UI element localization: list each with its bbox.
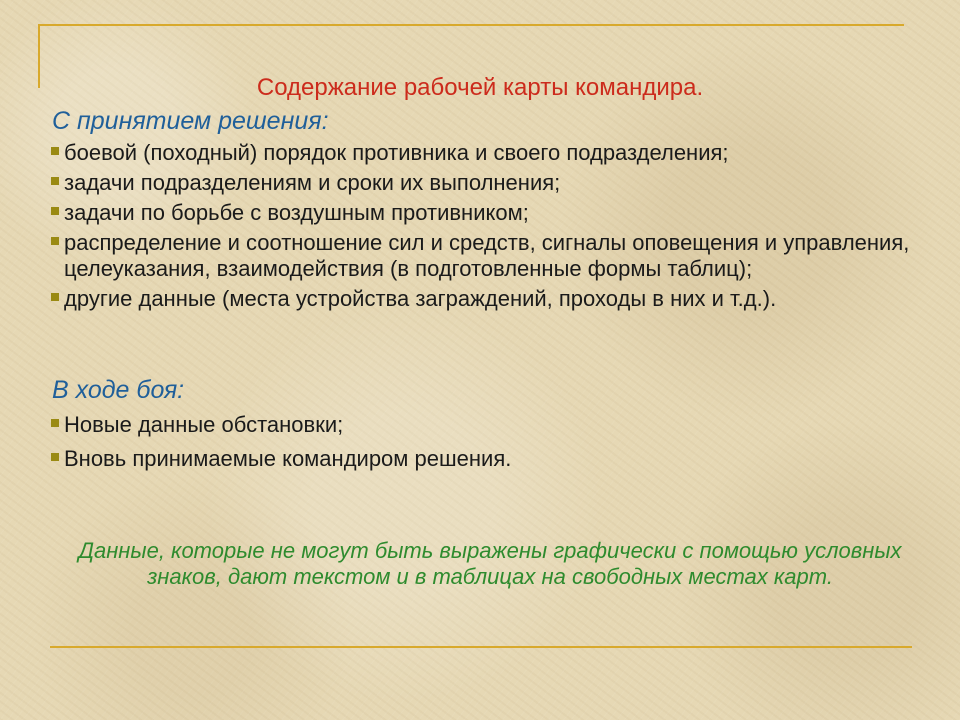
section-heading-battle: В ходе боя: — [52, 376, 185, 404]
slide-title: Содержание рабочей карты командира. — [256, 74, 704, 101]
list-item-text: Вновь принимаемые командиром решения. — [64, 446, 512, 471]
bullet-list-battle — [50, 412, 940, 472]
section-heading-decision: С принятием решения: — [52, 107, 329, 135]
list-item-text: другие данные (места устройства заграждений, проходы в них и т.д.). — [64, 286, 777, 311]
bullet-square-icon — [51, 293, 59, 301]
list-item-text: задачи подразделениям и сроки их выполнения; — [64, 170, 561, 195]
bullet-square-icon — [51, 207, 59, 215]
frame-top-line — [38, 24, 904, 26]
bullet-square-icon — [51, 419, 59, 427]
list-item-text: Новые данные обстановки; — [64, 412, 344, 437]
list-item — [50, 446, 940, 472]
list-item-text: задачи по борьбе с воздушным противником; — [64, 200, 529, 225]
list-item — [50, 230, 940, 282]
list-item — [50, 412, 940, 438]
note-text: Данные, которые не могут быть выражены графически с помощью условных знаков, дают текстом и в таблицах на свободных местах карт. — [78, 538, 902, 589]
list-item — [50, 170, 940, 196]
list-item-text: боевой (походный) порядок противника и своего подразделения; — [64, 140, 729, 165]
bullet-list-decision — [50, 140, 940, 312]
list-item — [50, 140, 940, 166]
list-item — [50, 200, 940, 226]
frame-bottom-line — [50, 646, 912, 648]
bullet-square-icon — [51, 237, 59, 245]
bullet-square-icon — [51, 147, 59, 155]
list-item — [50, 286, 940, 312]
bullet-square-icon — [51, 177, 59, 185]
bullet-square-icon — [51, 453, 59, 461]
list-item-text: распределение и соотношение сил и средств, сигналы оповещения и управления, целеуказания, взаимодействия (в подготовленные формы таблиц); — [64, 230, 910, 281]
